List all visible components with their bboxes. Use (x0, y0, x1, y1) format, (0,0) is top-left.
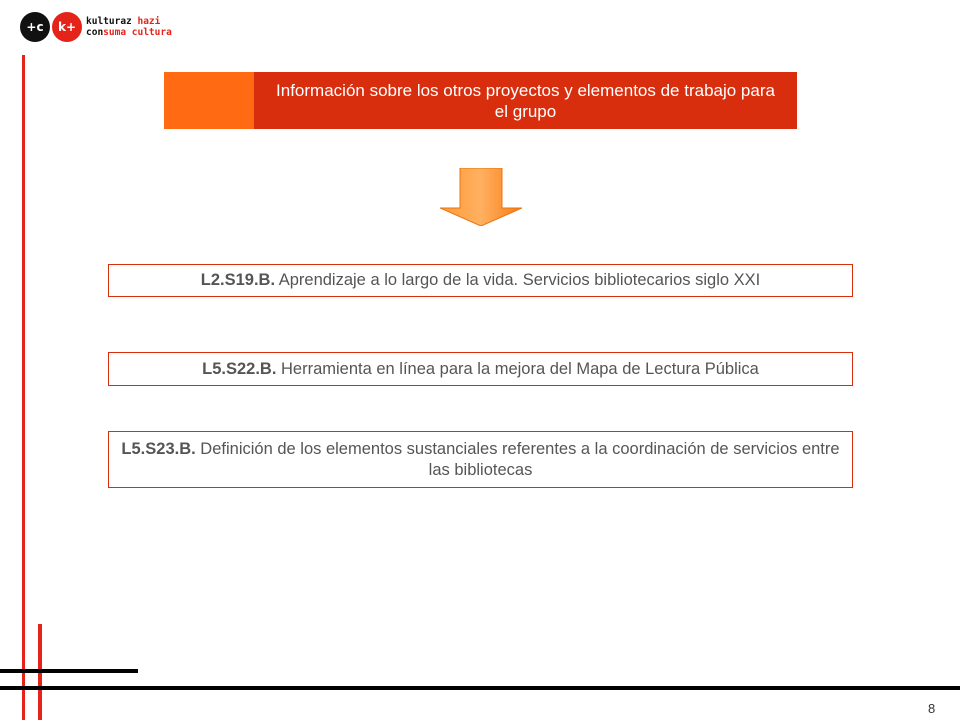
project-item-2 (108, 352, 853, 386)
project-description: Herramienta en línea para la mejora del Mapa de Lectura Pública (276, 359, 759, 378)
logo-mark-right: k+ (52, 12, 82, 42)
banner-accent-block (164, 72, 254, 129)
project-code: L5.S23.B. (121, 439, 196, 458)
project-description: Definición de los elementos sustanciales referentes a la coordinación de servicios entre las bibliotecas (195, 439, 840, 479)
down-arrow-icon (440, 168, 522, 226)
banner-title: Información sobre los otros proyectos y elementos de trabajo para el grupo (276, 80, 775, 121)
logo-line1-b: hazi (137, 16, 161, 27)
logo-text (86, 16, 172, 38)
project-item-1 (108, 264, 853, 297)
project-description: Aprendizaje a lo largo de la vida. Servicios bibliotecarios siglo XXI (275, 271, 761, 289)
page-number: 8 (928, 701, 936, 716)
project-code: L5.S22.B. (202, 359, 277, 378)
project-code: L2.S19.B. (200, 271, 276, 289)
black-line-short (0, 669, 138, 673)
logo-mark-left: +c (20, 12, 50, 42)
logo-line1-a: kulturaz (86, 16, 138, 27)
project-item-3 (108, 431, 853, 488)
logo-line2-b: suma cultura (103, 27, 172, 38)
logo (20, 12, 180, 42)
left-red-line-long (22, 55, 25, 720)
logo-line2-a: con (86, 27, 104, 38)
header-banner (164, 72, 797, 129)
black-line-long (0, 686, 960, 690)
